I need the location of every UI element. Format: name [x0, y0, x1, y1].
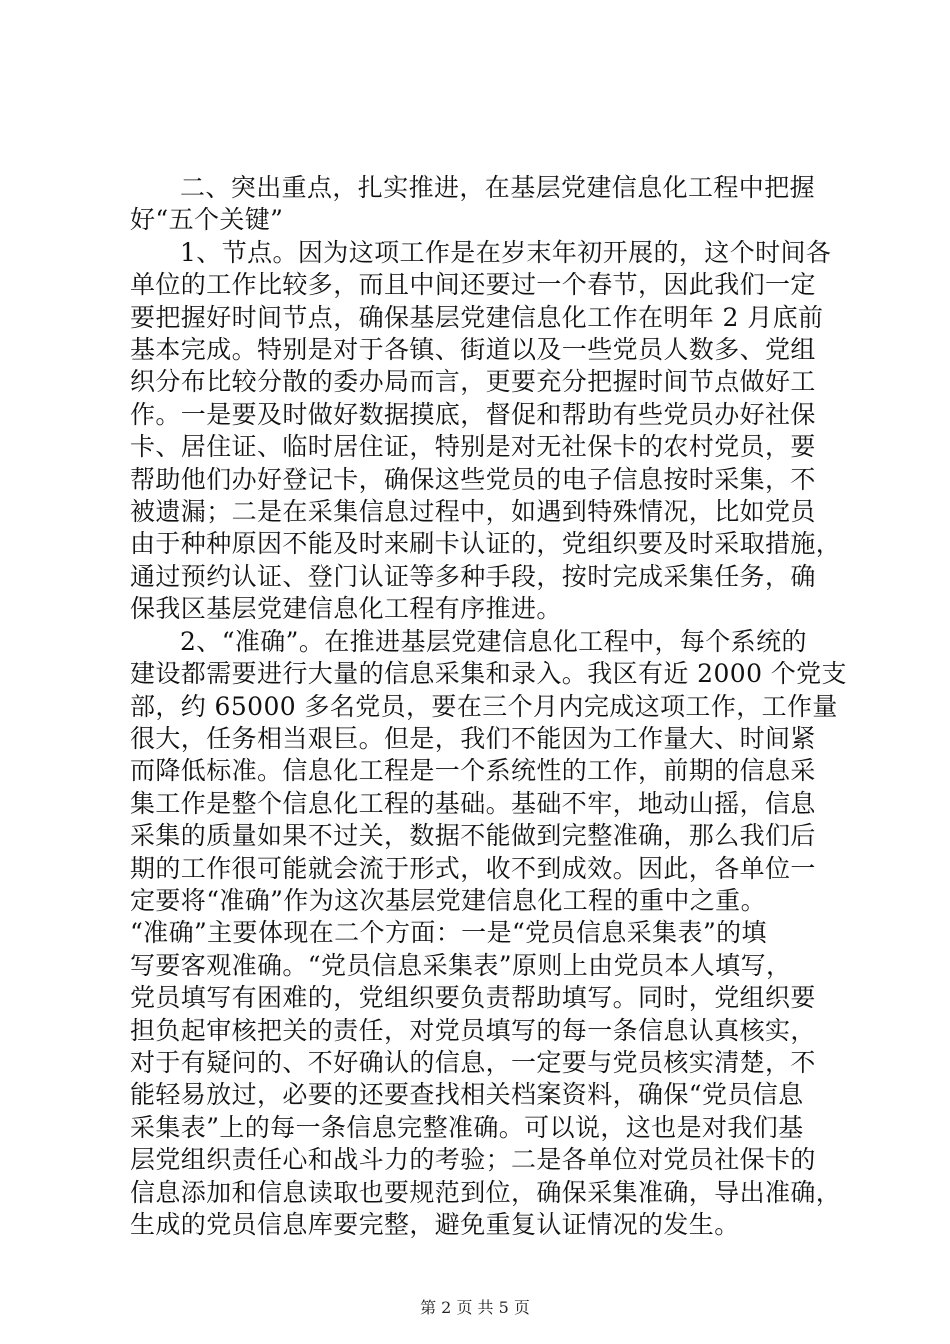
text-line: 能轻易放过，必要的还要查找相关档案资料，确保“党员信息	[130, 1080, 804, 1110]
page-number-footer: 第 2 页 共 5 页	[420, 1298, 530, 1317]
section-heading	[130, 172, 830, 237]
heading-line: 好“五个关键”	[130, 205, 284, 235]
text-line: 通过预约认证、登门认证等多种手段，按时完成采集任务，确	[130, 561, 816, 591]
text-line: 要把握好时间节点，确保基层党建信息化工作在明年 2 月底前	[130, 302, 824, 332]
text-line: 担负起审核把关的责任，对党员填写的每一条信息认真核实，	[130, 1015, 816, 1045]
text-line: 卡、居住证、临时居住证，特别是对无社保卡的农村党员，要	[130, 432, 816, 462]
text-line: 基本完成。特别是对于各镇、街道以及一些党员人数多、党组	[130, 335, 816, 365]
text-line: 采集表”上的每一条信息完整准确。可以说，这也是对我们基	[130, 1112, 804, 1142]
text-line: 很大，任务相当艰巨。但是，我们不能因为工作量大、时间紧	[130, 723, 816, 753]
paragraph-accuracy	[130, 626, 847, 1242]
text-line: 部，约 65000 多名党员，要在三个月内完成这项工作，工作量	[130, 691, 838, 721]
text-line: 单位的工作比较多，而且中间还要过一个春节，因此我们一定	[130, 270, 816, 300]
text-line: “准确”主要体现在二个方面：一是“党员信息采集表”的填	[130, 918, 767, 948]
text-line: 2、“准确”。在推进基层党建信息化工程中，每个系统的	[180, 626, 807, 656]
text-line: 定要将“准确”作为这次基层党建信息化工程的重中之重。	[130, 885, 766, 915]
text-line: 而降低标准。信息化工程是一个系统性的工作，前期的信息采	[130, 756, 816, 786]
paragraph-nodes	[130, 237, 842, 626]
text-line: 采集的质量如果不过关，数据不能做到完整准确，那么我们后	[130, 821, 816, 851]
text-line: 期的工作很可能就会流于形式，收不到成效。因此，各单位一	[130, 853, 816, 883]
text-line: 生成的党员信息库要完整，避免重复认证情况的发生。	[130, 1210, 740, 1239]
text-line: 作。一是要及时做好数据摸底，督促和帮助有些党员办好社保	[130, 399, 816, 429]
text-line: 帮助他们办好登记卡，确保这些党员的电子信息按时采集，不	[130, 464, 816, 494]
text-line: 信息添加和信息读取也要规范到位，确保采集准确，导出准确，	[130, 1177, 842, 1207]
text-line: 层党组织责任心和战斗力的考验；二是各单位对党员社保卡的	[130, 1145, 816, 1175]
text-line: 保我区基层党建信息化工程有序推进。	[130, 594, 562, 624]
text-line: 1、节点。因为这项工作是在岁末年初开展的，这个时间各	[180, 237, 832, 267]
text-line: 建设都需要进行大量的信息采集和录入。我区有近 2000 个党支	[130, 659, 847, 689]
text-line: 对于有疑问的、不好确认的信息，一定要与党员核实清楚，不	[130, 1047, 816, 1077]
text-line: 由于种种原因不能及时来刷卡认证的，党组织要及时采取措施，	[130, 529, 842, 559]
text-line: 写要客观准确。“党员信息采集表”原则上由党员本人填写，	[130, 950, 792, 980]
text-line: 党员填写有困难的，党组织要负责帮助填写。同时，党组织要	[130, 983, 816, 1013]
text-line: 织分布比较分散的委办局而言，更要充分把握时间节点做好工	[130, 367, 816, 397]
document-body	[130, 172, 847, 1241]
text-line: 被遗漏；二是在采集信息过程中，如遇到特殊情况，比如党员	[130, 497, 816, 527]
text-line: 集工作是整个信息化工程的基础。基础不牢，地动山摇，信息	[130, 788, 816, 818]
heading-line: 二、突出重点，扎实推进，在基层党建信息化工程中把握	[180, 173, 816, 202]
